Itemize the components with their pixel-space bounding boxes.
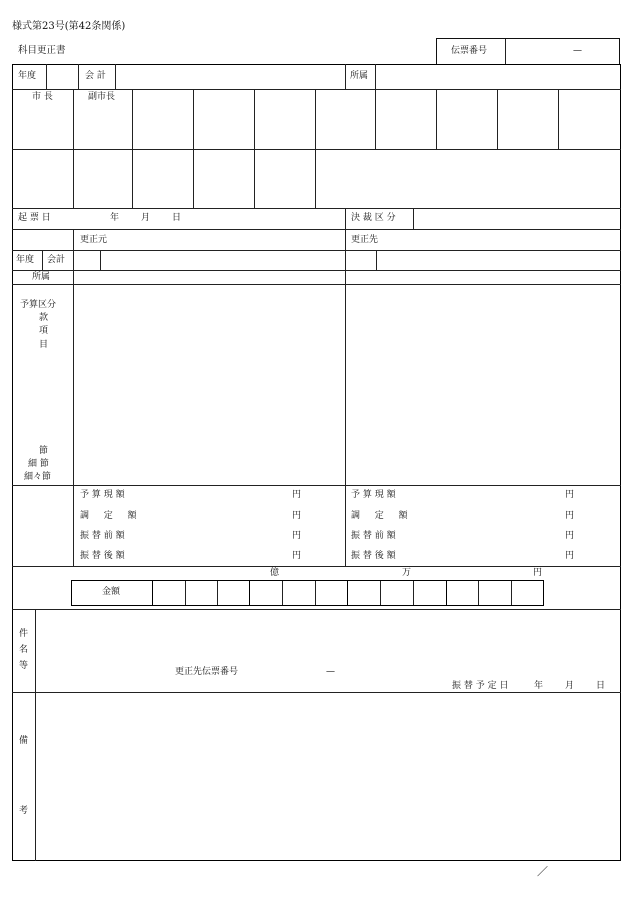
amount-digit-grid[interactable] bbox=[71, 580, 544, 606]
voucher-number-dash: — bbox=[573, 46, 582, 56]
left-furikae-mae: 振 替 前 額 bbox=[80, 531, 125, 541]
unit-oku: 億 bbox=[270, 568, 280, 578]
kihyo-year: 年 bbox=[110, 213, 120, 223]
right-furikae-mae: 振 替 前 額 bbox=[351, 531, 396, 541]
left-yen-1: 円 bbox=[292, 490, 302, 500]
left-yosan-genkaku: 予 算 現 額 bbox=[80, 490, 125, 500]
left-yen-2: 円 bbox=[292, 511, 302, 521]
schedule-day: 日 bbox=[596, 681, 606, 691]
nendo-label: 年度 bbox=[18, 71, 37, 81]
voucher-number-box[interactable] bbox=[436, 38, 620, 64]
kan-label: 款 bbox=[39, 313, 49, 323]
source-label: 更正元 bbox=[80, 235, 108, 245]
dest-label: 更正先 bbox=[351, 235, 379, 245]
kingaku-label: 金額 bbox=[102, 587, 121, 597]
voucher-number-label: 伝票番号 bbox=[451, 46, 488, 56]
schedule-date-label: 振 替 予 定 日 bbox=[452, 681, 509, 691]
source-nendo-label: 年度 bbox=[16, 255, 35, 265]
left-furikae-go: 振 替 後 額 bbox=[80, 551, 125, 561]
right-furikae-go: 振 替 後 額 bbox=[351, 551, 396, 561]
saisaisetsu-label: 細々節 bbox=[24, 472, 52, 482]
left-chotei-gaku: 調 定 額 bbox=[80, 511, 137, 521]
kihyo-day: 日 bbox=[172, 213, 182, 223]
source-kaikei-label: 会計 bbox=[47, 255, 66, 265]
kihyo-date-label: 起 票 日 bbox=[18, 213, 51, 223]
remarks-label-2: 考 bbox=[19, 806, 29, 816]
main-form-frame bbox=[12, 64, 621, 861]
unit-man: 万 bbox=[402, 568, 412, 578]
left-yen-3: 円 bbox=[292, 531, 302, 541]
kou-label: 項 bbox=[39, 326, 49, 336]
kaikei-label: 会 計 bbox=[85, 71, 106, 81]
kenmei-label-2: 名 bbox=[19, 645, 29, 655]
form-title: 科目更正書 bbox=[18, 45, 66, 56]
footer-slash: ／ bbox=[537, 865, 548, 878]
setsu-label: 節 bbox=[39, 446, 49, 456]
form-number: 様式第23号(第42条関係) bbox=[12, 21, 126, 32]
source-shozoku-label: 所属 bbox=[32, 272, 51, 282]
yosan-kubun-label: 予算区分 bbox=[20, 300, 57, 310]
schedule-year: 年 bbox=[534, 681, 544, 691]
deputy-mayor-label: 副市長 bbox=[88, 92, 116, 102]
right-yen-4: 円 bbox=[565, 551, 575, 561]
schedule-month: 月 bbox=[565, 681, 575, 691]
shozoku-label: 所属 bbox=[350, 71, 369, 81]
kihyo-month: 月 bbox=[141, 213, 151, 223]
dest-voucher-label: 更正先伝票番号 bbox=[175, 667, 239, 677]
moku-label: 目 bbox=[39, 340, 49, 350]
kenmei-label-1: 件 bbox=[19, 629, 29, 639]
right-yosan-genkaku: 予 算 現 額 bbox=[351, 490, 396, 500]
right-yen-3: 円 bbox=[565, 531, 575, 541]
unit-yen: 円 bbox=[533, 568, 543, 578]
saisetsu-label: 細 節 bbox=[28, 459, 49, 469]
right-yen-1: 円 bbox=[565, 490, 575, 500]
mayor-label: 市 長 bbox=[32, 92, 53, 102]
right-yen-2: 円 bbox=[565, 511, 575, 521]
remarks-label-1: 備 bbox=[19, 736, 29, 746]
dest-voucher-dash: — bbox=[326, 667, 335, 677]
right-chotei-gaku: 調 定 額 bbox=[351, 511, 408, 521]
kessai-kubun-label: 決 裁 区 分 bbox=[351, 213, 396, 223]
left-yen-4: 円 bbox=[292, 551, 302, 561]
kenmei-label-3: 等 bbox=[19, 661, 29, 671]
